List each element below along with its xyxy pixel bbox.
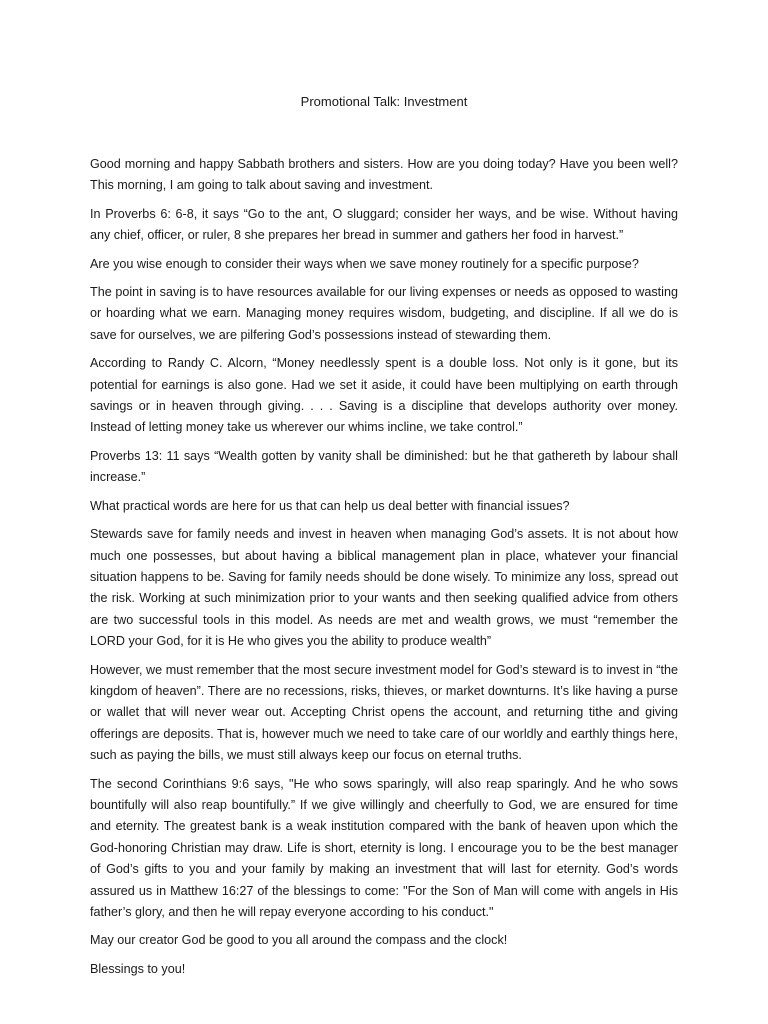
- paragraph-proverbs-6: In Proverbs 6: 6-8, it says “Go to the ant, O sluggard; consider her ways, and be wise. Without having any chief, officer, or ruler, 8 she prepares her bread in summer and gathers her food in harvest.”: [90, 206, 678, 243]
- paragraph-greeting: Good morning and happy Sabbath brothers and sisters. How are you doing today? Have you been well? This morning, I am going to talk about saving and investment.: [90, 157, 678, 193]
- paragraph-point-in-saving: The point in saving is to have resources available for our living expenses or needs as opposed to wasting or hoarding what we earn. Managing money requires wisdom, budgeting, and discipline. If all we do is save for ourselves, we are pilfering God’s possessions instead of stewarding them.: [90, 285, 678, 342]
- document-title: Promotional Talk: Investment: [300, 94, 468, 109]
- paragraph-alcorn-quote: According to Randy C. Alcorn, “Money needlessly spent is a double loss. Not only is it gone, but its potential for earnings is also gone. Had we set it aside, it could have been multiplying on earth through savings or in heaven through giving. . . . Saving is a discipline that develops authority over money. Instead of letting money take us wherever our whims incline, we take control.”: [90, 356, 678, 435]
- paragraph-practical-words: What practical words are here for us that can help us deal better with financial issues?: [90, 498, 570, 513]
- paragraph-blessing-wish: May our creator God be good to you all around the compass and the clock!: [90, 933, 508, 948]
- paragraph-wise-question: Are you wise enough to consider their ways when we save money routinely for a specific purpose?: [90, 256, 639, 271]
- paragraph-closing: Blessings to you!: [90, 961, 186, 976]
- document-page: [90, 92, 678, 987]
- paragraph-stewards: Stewards save for family needs and invest in heaven when managing God’s assets. It is not about how much one possesses, but about having a biblical management plan in place, whatever your financial situation happens to be. Saving for family needs should be done wisely. To minimize any loss, spread out the risk. Working at such minimization prior to your wants and then seeking qualified advice from others are two successful tools in this model. As needs are met and wealth grows, we must “remember the LORD your God, for it is He who gives you the ability to produce wealth”: [90, 527, 678, 649]
- paragraph-kingdom-of-heaven: However, we must remember that the most secure investment model for God’s steward is to invest in “the kingdom of heaven”. There are no recessions, risks, thieves, or market downturns. It’s like having a purse or wallet that will never wear out. Accepting Christ opens the account, and returning tithe and giving offerings are deposits. That is, however much we need to take care of our worldly and earthly things here, such as paying the bills, we must still always keep our focus on eternal truths.: [90, 662, 678, 763]
- paragraph-corinthians: The second Corinthians 9:6 says, "He who sows sparingly, will also reap sparingly. And he who sows bountifully will also reap bountifully.” If we give willingly and cheerfully to God, we are ensured for time and eternity. The greatest bank is a weak institution compared with the bank of heaven upon which the God-honoring Christian may draw. Life is short, eternity is long. I encourage you to be the best manager of God’s gifts to you and your family by making an investment that will last for eternity. God’s words assured us in Matthew 16:27 of the blessings to come: "For the Son of Man will come with angels in His father’s glory, and then he will repay everyone according to his conduct.": [90, 776, 678, 919]
- paragraph-proverbs-13: Proverbs 13: 11 says “Wealth gotten by vanity shall be diminished: but he that gathereth by labour shall increase.”: [90, 448, 678, 485]
